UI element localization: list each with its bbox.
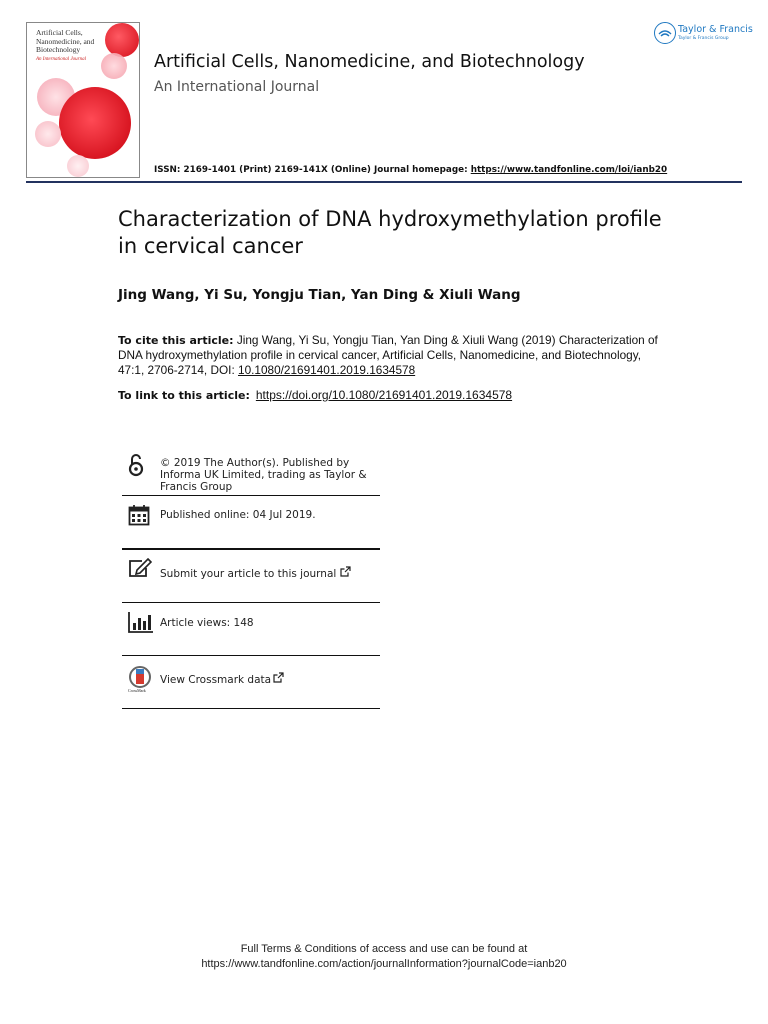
- issn-text: ISSN: 2169-1401 (Print) 2169-141X (Online) Journal homepage:: [154, 165, 468, 175]
- submit-article-link[interactable]: [160, 566, 351, 581]
- cover-cell-image: [59, 87, 131, 159]
- publisher-logo: [654, 22, 754, 48]
- cover-cell-image: [35, 121, 61, 147]
- external-link-icon: [273, 675, 284, 686]
- article-title: Characterization of DNA hydroxymethylation profile in cervical cancer: [118, 207, 662, 258]
- crossmark-link[interactable]: [160, 672, 284, 687]
- header-rule: [26, 181, 742, 183]
- crossmark-row[interactable]: [122, 656, 380, 709]
- cover-subtitle: An International Journal: [36, 57, 86, 62]
- edit-icon: [128, 558, 152, 582]
- published-date: Published online: 04 Jul 2019.: [160, 509, 316, 521]
- link-label: To link to this article:: [118, 389, 250, 402]
- published-row: [122, 496, 380, 550]
- journal-title: Artificial Cells, Nanomedicine, and Biotechnology: [154, 52, 585, 72]
- submit-article-label: Submit your article to this journal: [160, 568, 337, 580]
- cite-label: To cite this article:: [118, 334, 234, 347]
- cite-text: Jing Wang, Yi Su, Yongju Tian, Yan Ding & Xiuli Wang (2019) Characterization of DNA hydroxymethylation profile in cervical cancer, Artificial Cells, Nanomedicine, and Biotechnology, 47:1, 2706-2714, DOI:: [118, 333, 658, 377]
- journal-homepage-link[interactable]: https://www.tandfonline.com/loi/ianb20: [470, 165, 668, 175]
- footer-terms-link[interactable]: https://www.tandfonline.com/action/journalInformation?journalCode=ianb20: [201, 958, 567, 970]
- cover-cell-image: [67, 155, 89, 177]
- external-link-icon: [340, 569, 351, 580]
- cover-cell-image: [105, 23, 139, 57]
- views-row: [122, 603, 380, 656]
- calendar-icon: [128, 504, 150, 530]
- issn-line: [154, 165, 667, 175]
- footer-terms-text: Full Terms & Conditions of access and use can be found at: [240, 943, 528, 955]
- article-link-line: [118, 388, 512, 402]
- open-access-icon: [128, 452, 144, 482]
- crossmark-icon: [128, 666, 152, 698]
- copyright-row: [122, 450, 380, 496]
- cover-title: Artificial Cells, Nanomedicine, and Biotechnology: [36, 28, 95, 54]
- doi-link[interactable]: 10.1080/21691401.2019.1634578: [238, 363, 416, 377]
- journal-cover: [26, 22, 140, 178]
- publisher-group: Taylor & Francis Group: [678, 36, 729, 41]
- cover-cell-image: [101, 53, 127, 79]
- footer: [0, 942, 768, 972]
- article-info-panel: [122, 450, 380, 709]
- publisher-name: Taylor & Francis: [678, 24, 753, 35]
- crossmark-label: View Crossmark data: [160, 674, 272, 686]
- article-views: Article views: 148: [160, 617, 254, 629]
- citation: [118, 333, 663, 378]
- copyright-text: © 2019 The Author(s). Published by Informa UK Limited, trading as Taylor & Francis Group: [160, 457, 367, 493]
- article-authors: Jing Wang, Yi Su, Yongju Tian, Yan Ding & Xiuli Wang: [118, 287, 521, 303]
- bar-chart-icon: [128, 611, 154, 637]
- submit-row[interactable]: [122, 550, 380, 603]
- publisher-logo-icon: [654, 22, 676, 44]
- crossmark-logo-text: CrossMark: [128, 688, 146, 693]
- journal-subtitle: An International Journal: [154, 79, 320, 95]
- article-doi-url-link[interactable]: https://doi.org/10.1080/21691401.2019.1634578: [255, 388, 513, 402]
